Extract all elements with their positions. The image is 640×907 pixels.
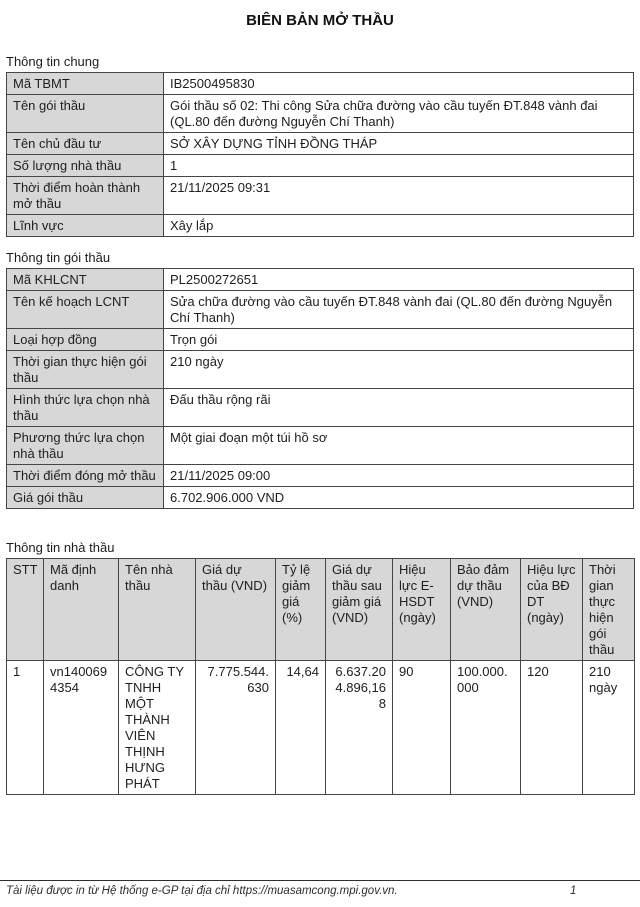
cell-ten-nha-thau: CÔNG TY TNHH MỘT THÀNH VIÊN THỊNH HƯNG PHÁT <box>119 661 196 795</box>
column-header-gia-du-thau: Giá dự thầu (VND) <box>196 559 276 661</box>
row-label: Thời điểm hoàn thành mở thầu <box>7 177 164 215</box>
general-info-table <box>6 72 634 237</box>
row-value: 21/11/2025 09:00 <box>164 465 634 487</box>
cell-hieu-luc-bddt: 120 <box>521 661 583 795</box>
column-header-bao-dam-du-thau: Bảo đảm dự thầu (VND) <box>451 559 521 661</box>
row-label: Thời điểm đóng mở thầu <box>7 465 164 487</box>
row-label: Loại hợp đồng <box>7 329 164 351</box>
row-value: 210 ngày <box>164 351 634 389</box>
page-title: BIÊN BẢN MỞ THẦU <box>246 12 394 29</box>
column-header-ten-nha-thau: Tên nhà thầu <box>119 559 196 661</box>
row-value: 6.702.906.000 VND <box>164 487 634 509</box>
table-row <box>7 133 634 155</box>
page-footer <box>0 880 640 907</box>
row-value: Gói thầu số 02: Thi công Sửa chữa đường vào cầu tuyến ĐT.848 vành đai (QL.80 đến đường Nguyễn Chí Thanh) <box>164 95 634 133</box>
row-label: Tên gói thầu <box>7 95 164 133</box>
table-header-row <box>7 559 635 661</box>
row-label: Lĩnh vực <box>7 215 164 237</box>
table-row <box>7 291 634 329</box>
row-value: PL2500272651 <box>164 269 634 291</box>
cell-ma-dinh-danh: vn1400694354 <box>44 661 119 795</box>
cell-thoi-gian-thuc-hien: 210 ngày <box>583 661 635 795</box>
table-row <box>7 95 634 133</box>
contractors-table <box>6 558 635 795</box>
table-row <box>7 155 634 177</box>
table-row <box>7 487 634 509</box>
row-value: SỞ XÂY DỰNG TỈNH ĐỒNG THÁP <box>164 133 634 155</box>
row-label: Tên kế hoạch LCNT <box>7 291 164 329</box>
page-number: 1 <box>570 885 577 897</box>
row-value: IB2500495830 <box>164 73 634 95</box>
section-heading-package: Thông tin gói thầu <box>6 250 111 265</box>
cell-ty-le-giam-gia: 14,64 <box>276 661 326 795</box>
column-header-stt: STT <box>7 559 44 661</box>
section-heading-contractors: Thông tin nhà thầu <box>6 540 115 555</box>
column-header-gia-sau-giam: Giá dự thầu sau giảm giá (VND) <box>326 559 393 661</box>
row-value: 1 <box>164 155 634 177</box>
footer-note: Tài liệu được in từ Hệ thống e-GP tại địa chỉ https://muasamcong.mpi.gov.vn. <box>6 885 398 897</box>
table-row <box>7 661 635 795</box>
row-label: Mã TBMT <box>7 73 164 95</box>
row-value: Trọn gói <box>164 329 634 351</box>
section-heading-general: Thông tin chung <box>6 54 100 69</box>
column-header-thoi-gian-thuc-hien: Thời gian thực hiện gói thầu <box>583 559 635 661</box>
row-value: Đấu thầu rộng rãi <box>164 389 634 427</box>
column-header-hieu-luc-ehsdt: Hiệu lực E-HSDT (ngày) <box>393 559 451 661</box>
package-info-table <box>6 268 634 509</box>
table-row <box>7 427 634 465</box>
cell-gia-sau-giam: 6.637.204.896,168 <box>326 661 393 795</box>
table-row <box>7 389 634 427</box>
row-label: Thời gian thực hiện gói thầu <box>7 351 164 389</box>
row-label: Mã KHLCNT <box>7 269 164 291</box>
cell-gia-du-thau: 7.775.544.630 <box>196 661 276 795</box>
row-value: Một giai đoạn một túi hồ sơ <box>164 427 634 465</box>
cell-bao-dam-du-thau: 100.000.000 <box>451 661 521 795</box>
table-row <box>7 215 634 237</box>
table-row <box>7 329 634 351</box>
column-header-hieu-luc-bddt: Hiệu lực của BĐ DT (ngày) <box>521 559 583 661</box>
column-header-ma-dinh-danh: Mã định danh <box>44 559 119 661</box>
row-value: 21/11/2025 09:31 <box>164 177 634 215</box>
row-label: Hình thức lựa chọn nhà thầu <box>7 389 164 427</box>
table-row <box>7 269 634 291</box>
row-label: Số lượng nhà thầu <box>7 155 164 177</box>
table-row <box>7 465 634 487</box>
column-header-ty-le-giam-gia: Tỷ lệ giảm giá (%) <box>276 559 326 661</box>
cell-stt: 1 <box>7 661 44 795</box>
row-value: Xây lắp <box>164 215 634 237</box>
table-row <box>7 73 634 95</box>
table-row <box>7 351 634 389</box>
row-label: Giá gói thầu <box>7 487 164 509</box>
row-label: Tên chủ đầu tư <box>7 133 164 155</box>
table-row <box>7 177 634 215</box>
row-value: Sửa chữa đường vào cầu tuyến ĐT.848 vành đai (QL.80 đến đường Nguyễn Chí Thanh) <box>164 291 634 329</box>
cell-hieu-luc-ehsdt: 90 <box>393 661 451 795</box>
row-label: Phương thức lựa chọn nhà thầu <box>7 427 164 465</box>
